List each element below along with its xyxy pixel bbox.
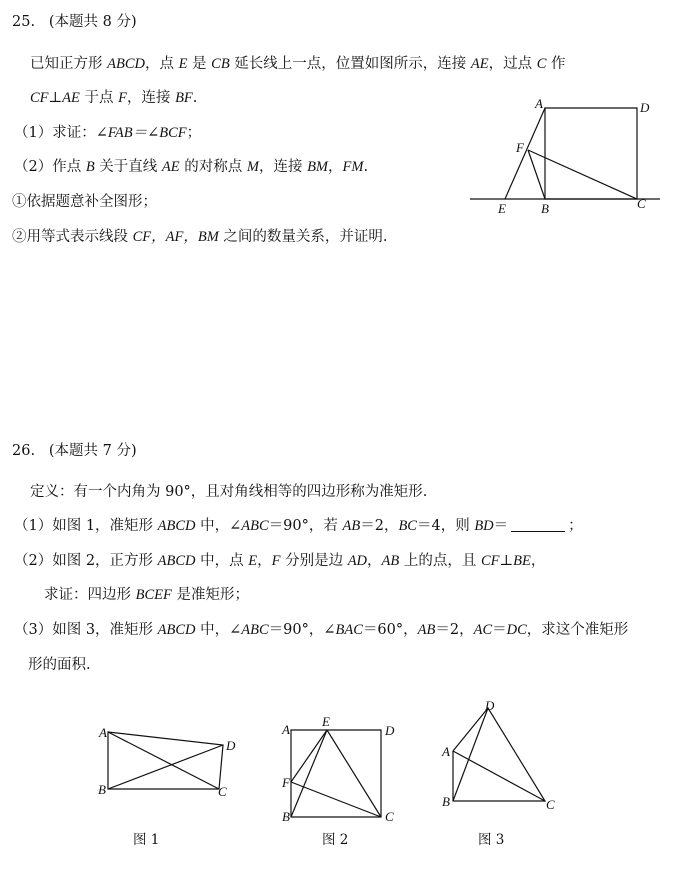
text: ⊥ [48,90,63,106]
math: AB [417,622,436,638]
text: . [192,90,198,106]
text: . [363,159,369,175]
text: ，过点 [488,56,537,72]
text: 延长线上一点，位置如图所示，连接 [229,56,471,72]
figure-1-caption: 图 1 [133,832,160,848]
diagonal-ac [453,751,545,801]
math: AE [62,90,80,106]
label-A: A [282,722,290,737]
math: BD [474,518,494,534]
math: BC [398,518,417,534]
segment-cf [291,782,381,817]
math: BCEF [135,587,172,603]
q25-score: (本题共 8 分) [48,14,137,30]
text: （1）如图 1，准矩形 [14,518,158,534]
math: E [178,56,188,72]
text: （1）求证： [14,125,96,141]
math: BE [513,553,531,569]
q26-number: 26. [12,443,36,459]
math: ABCD [107,56,145,72]
math: ABC [241,518,269,534]
text: ； [186,125,202,141]
label-A: A [442,744,450,759]
math: AB [381,553,400,569]
text: ＝90°，∠ [268,622,336,638]
label-E: E [498,201,506,216]
math: AC [473,622,493,638]
text: 中，∠ [195,622,242,638]
math: AB [342,518,361,534]
diagonal-ac [108,732,219,789]
text: 定义：有一个内角为 90°，且对角线相等的四边形称为准矩形. [30,484,428,500]
math: BF [175,90,193,106]
text: ＝ [493,518,509,534]
math: CB [211,56,230,72]
math: ABC [241,622,269,638]
text: （3）如图 3，准矩形 [14,622,158,638]
label-D: D [640,100,650,115]
label-B: B [442,794,450,809]
text: 之间的数量关系，并证明. [218,229,388,245]
math: CF [30,90,49,106]
math: CF [480,553,500,569]
math: M [246,159,259,175]
figure-2 [281,714,395,824]
text: ＝60°， [362,622,418,638]
math: DC [506,622,527,638]
text: ⊥ [499,553,514,569]
label-B: B [282,809,290,824]
text: ＝90°，若 [268,518,343,534]
label-C: C [546,797,555,812]
text: （2）作点 [14,159,86,175]
label-C: C [218,784,227,799]
text: ②用等式表示线段 [12,229,133,245]
text: 分别是边 [280,553,348,569]
text: ＝2， [360,518,399,534]
label-A: A [535,96,543,111]
label-D: D [385,723,395,738]
text: ＝2， [435,622,474,638]
text: ， [367,553,382,569]
math: ABCD [157,553,196,569]
math: CF，AF，BM [132,229,219,245]
text: ， [328,159,343,175]
text: 于点 [79,90,119,106]
text: 已知正方形 [30,56,108,72]
math: BM [307,159,328,175]
text: ； [568,518,583,534]
label-D: D [226,738,236,753]
math: FM [342,159,364,175]
segment-ce [327,730,381,817]
math: AE [470,56,489,72]
text: ，求这个准矩形 [526,622,629,638]
label-A: A [99,725,107,740]
math: AE [161,159,180,175]
text: ， [257,553,272,569]
text: ， [530,553,546,569]
q26-score: (本题共 7 分) [48,443,137,459]
text: ，点 [144,56,179,72]
math: B [85,159,95,175]
math: F [118,90,127,106]
text: 关于直线 [94,159,162,175]
text: （2）如图 2，正方形 [14,553,158,569]
figure-1 [98,725,236,799]
math: F [271,553,281,569]
math: BAC [335,622,363,638]
label-E: E [322,714,330,729]
text: 上的点，且 [399,553,481,569]
math: ABCD [157,518,196,534]
text: 作 [546,56,566,72]
math: C [536,56,547,72]
label-F: F [516,140,524,155]
text: 是准矩形； [171,587,249,603]
text: 是 [187,56,212,72]
label-F: F [282,775,290,790]
math: E [248,553,258,569]
square-abcd [291,730,381,817]
math: ∠FAB＝∠BCF [95,125,187,141]
figure-3-caption: 图 3 [478,832,505,848]
quad-abcd [453,708,545,801]
text: 形的面积. [28,657,91,673]
text: ，连接 [258,159,308,175]
label-B: B [98,782,106,797]
text: 求证：四边形 [44,587,136,603]
q25-number: 25. [12,14,36,30]
text: 的对称点 [179,159,247,175]
math: ABCD [157,622,196,638]
label-B: B [541,201,549,216]
math: AD [347,553,368,569]
text: ＝ [492,622,507,638]
figure-2-caption: 图 2 [322,832,349,848]
text: ，连接 [126,90,176,106]
figure-3 [441,698,555,812]
text: 中，点 [195,553,249,569]
label-D: D [485,698,495,713]
text: ＝4，则 [416,518,475,534]
text: ①依据题意补全图形； [12,194,157,210]
text: 中，∠ [195,518,242,534]
label-C: C [385,809,394,824]
label-C: C [637,196,646,211]
